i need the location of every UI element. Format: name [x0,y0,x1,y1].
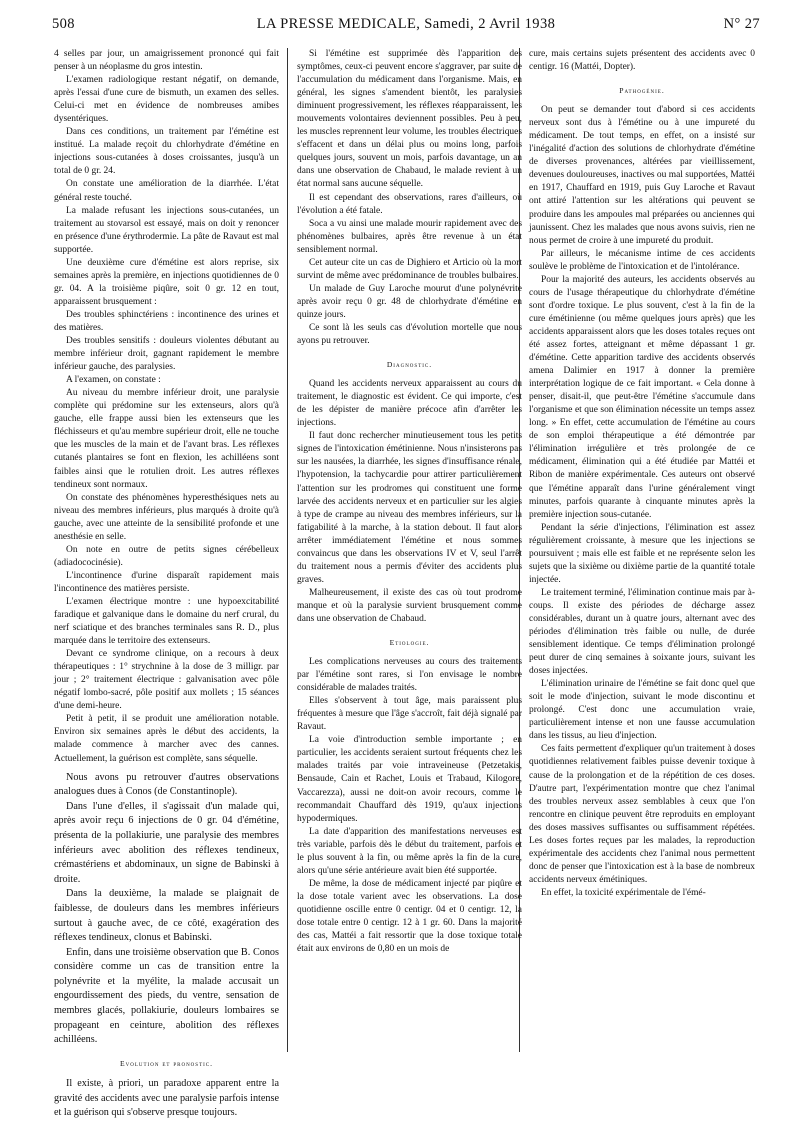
paragraph: Dans l'une d'elles, il s'agissait d'un malade qui, après avoir reçu 6 injections de 0 gr. 04 d'émétine, présenta de la pollakiurie, une paralysie des membres inférieurs avec abolition des réflexes tendineux, crémastériens et abdominaux, un signe de Babinski à droite. [54,800,279,885]
paragraph: Par ailleurs, le mécanisme intime de ces accidents soulève le problème de l'intoxication et de l'intolérance. [529,248,755,272]
paragraph: cure, mais certains sujets présentent des accidents avec 0 centigr. 16 (Mattéi, Dopter). [529,49,755,73]
paragraph: Des troubles sensitifs : douleurs violentes débutant au membre inférieur droit, gagnant rapidement le membre inférieur gauche, des paralysies. [54,336,279,373]
paragraph: Nous avons pu retrouver d'autres observations analogues dues à Conos (de Constantinople). [54,771,279,798]
paragraph: La date d'apparition des manifestations nerveuses est très variable, parfois dès le début du traitement, parfois et le plus souvent à la fin, ou même après la fin de la cure, alors qu'une série antérieure avait bien été supportée. [297,826,522,876]
issue-number: N° 27 [723,16,760,32]
section-heading-diagnostic: Diagnostic. [386,360,433,370]
paragraph: L'incontinence d'urine disparaît rapidement mais l'incontinence des matières persiste. [54,570,279,594]
paragraph: Quand les accidents nerveux apparaissent au cours du traitement, le diagnostic est évident. Ce qui importe, c'est de les dépister de manière précoce afin d'arrêter les injections. [297,379,522,429]
paragraph: Les complications nerveuses au cours des traitements par l'émétine sont rares, si l'on envisage le nombre considérable de malades traités. [297,657,522,694]
section-heading-evolution: Evolution et pronostic. [119,1058,214,1068]
paragraph: Devant ce syndrome clinique, on a recours à deux thérapeutiques : 1° strychnine à la dose de 3 milligr. par jour ; 2° traitement électrique : galvanisation avec pôle négatif lombo-sacré, pôle positif aux mollets ; 15 séances d'une demi-heure. [54,649,279,712]
section-heading-etiologie: Etiologie. [389,638,430,648]
text-column-left [54,48,279,1121]
paragraph: On constate une amélioration de la diarrhée. L'état général reste touché. [54,179,279,203]
paragraph: Il existe, à priori, un paradoxe apparent entre la gravité des accidents avec une paralysie parfois intense et la guérison qui s'observe presque toujours. [54,1077,279,1119]
paragraph: 4 selles par jour, un amaigrissement prononcé qui fait penser à un néoplasme du gros intestin. [54,49,279,73]
paragraph: Au niveau du membre inférieur droit, une paralysie complète qui prédomine sur les extenseurs, alors qu'à gauche, elle frappe aussi bien les extenseurs que les fléchisseurs et qu'au membre supérieur droit, elle ne touche que les muscles de la main et de l'avant bras. Les réflexes cutanés plantaires se font en flexion, les achilléens sont faibles ainsi que le rotulien droit. Les autres réflexes tendineux sont normaux. [54,388,279,490]
paragraph: Ces faits permettent d'expliquer qu'un traitement à doses quotidiennes relativement faibles puisse devenir toxique à cause de la prolongation et de la répétition de ces doses. D'autre part, l'expérimentation montre que chez l'animal des troubles nerveux assez semblables à ceux que l'on rencontre en clinique peuvent être reproduits en employant des doses massives suffisantes ou suffisamment répétées. Les doses fortes reçues par les malades, la reproduction expérimentale des accidents chez l'animal nous permettent donc de penser que l'intoxication est à la base de nombreux accidents nerveux émétiniques. [529,744,755,885]
paragraph: Une deuxième cure d'émétine est alors reprise, six semaines après la première, en injections quotidiennes de 0 gr. 04. A la troisième piqûre, soit 0 gr. 12 en tout, apparaissent brusquement : [54,257,279,307]
paragraph: L'examen électrique montre : une hypoexcitabilité faradique et galvanique dans le domaine du nerf crural, du nerf sciatique et des branches terminales sans R. D., plus marquée dans le territoire des extenseurs. [54,596,279,647]
paragraph: Elles s'observent à tout âge, mais paraissent plus fréquentes à mesure que l'âge s'accroît, fait déjà signalé par Ravaut. [297,696,522,733]
paragraph: Il est cependant des observations, rares d'ailleurs, où l'évolution a été fatale. [297,192,522,216]
paragraph: Dans ces conditions, un traitement par l'émétine est institué. La malade reçoit du chlorhydrate d'émétine en injections sous-cutanées à doses croissantes, jusqu'à un total de 0 gr. 24. [54,127,279,177]
paragraph: Si l'émétine est supprimée dès l'apparition des symptômes, ceux-ci peuvent encore s'aggraver, par suite de l'accumulation du médicament dans l'organisme. Mais, en général, les signes s'amendent bientôt, les paralysies diminuent progressivement, les réflexes réapparaissent, les mouvements volontaires deviennent possibles. Peu à peu, les muscles reprennent leur volume, les troubles électriques s'effacent et dans un délai plus ou moins long, parfois quelques jours, souvent un mois, parfois davantage, un an dans une observation de Chabaud, le malade revient à un état normal sans aucune séquelle. [297,49,522,190]
paragraph: Ce sont là les seuls cas d'évolution mortelle que nous ayons pu retrouver. [297,322,522,347]
paragraph: Cet auteur cite un cas de Dighiero et Articio où la mort survint de même avec prédominance de troubles bulbaires. [297,257,522,281]
paragraph: Enfin, dans une troisième observation que B. Conos considère comme un cas de transition entre la polynévrite et la myélite, la malade accusait un engourdissement des pieds, du ventre, sensation de membres glacés, pollakiurie, douleurs lombaires se propageant en ceinture, abolition des réflexes achilléens. [54,946,279,1046]
paragraph: Pour la majorité des auteurs, les accidents observés au cours de l'usage thérapeutique du chlorhydrate d'émétine sont d'ordre toxique. Le plus souvent, c'est à la fin de la cure émétinienne (ou même quelques jours après) que les accidents apparaissent alors que les doses totales reçues ont été assez fortes, atteignant et même dépassant 1 gr. d'émétine. Cette apparition tardive des accidents observés amena Dalimier en 1917 à donner la première interprétation logique de ce fait important. « Cela donne à penser, disait-il, que peut-être l'émétine s'accumule dans l'organisme et que son élimination nécessite un temps assez long. » En effet, cette accumulation de l'émétine au cours de son emploi thérapeutique a été démontrée par l'élimination irrégulière et très prolongée de ce médicament, élimination qui a été étudiée par Mattéi et Ribon de manière expérimentale. Ces auteurs ont observé que l'émétine apparaît dans l'urine généralement vingt minutes, parfois quarante à cinquante minutes après la première injection sous-cutanée. [529,274,755,520]
paragraph: On note en outre de petits signes cérébelleux (adiadococinésie). [54,544,279,568]
paragraph: Dans la deuxième, la malade se plaignait de faiblesse, de douleurs dans les membres inférieurs surtout à gauche avec, de ce côté, exagération des réflexes tendineux, clonus et Babinski. [54,888,279,944]
paragraph: L'élimination urinaire de l'émétine se fait donc quel que soit le mode d'injection, suivant le mode discontinu et prolongé. C'est donc une accumulation vraie, particulièrement intense et non une fausse accumulation dans les tissus, au lieu d'injection. [529,679,755,742]
paragraph: De même, la dose de médicament injecté par piqûre et la dose totale varient avec les observations. La dose quotidienne oscille entre 0 centigr. 04 et 0 centigr. 12, la dose totale entre 0 centigr. 12 à 1 gr. 60. Dans la majorité des cas, Mattéi a fait ressortir que la dose toxique totale était aux environs de 0,80 en un mois de [297,878,522,955]
paragraph: Un malade de Guy Laroche mourut d'une polynévrite après avoir reçu 0 gr. 48 de chlorhydrate d'émétine en quinze jours. [297,283,522,320]
journal-title: LA PRESSE MEDICALE, Samedi, 2 Avril 1938 [256,16,556,32]
paragraph: Petit à petit, il se produit une amélioration notable. Environ six semaines après le début des accidents, la malade commence à marcher avec des cannes. Actuellement, la guérison est complète, sans séquelle. [54,714,279,764]
paragraph: La malade refusant les injections sous-cutanées, un traitement au stovarsol est essayé, mais on doit y renoncer en présence d'une érythrodermie. La pâte de Ravaut est mal supportée. [54,205,279,255]
column-divider [287,48,288,1052]
text-column-middle [297,48,522,956]
paragraph: Malheureusement, il existe des cas où tout prodrome manque et où la paralysie survient brusquement comme dans une observation de Chabaud. [297,587,522,624]
text-column-right [529,48,755,900]
paragraph: L'examen radiologique restant négatif, on demande, après l'essai d'une cure de bismuth, un examen des selles. Celui-ci met en évidence de nombreuses amibes dysentériques. [54,75,279,125]
paragraph: On constate des phénomènes hyperesthésiques nets au niveau des membres inférieurs, plus marqués à droite qu'à gauche, avec une atteinte de la sensibilité profonde et une anesthésie en selle. [54,492,279,542]
paragraph: A l'examen, on constate : [66,375,161,386]
paragraph: Pendant la série d'injections, l'élimination est assez régulièrement croissante, à mesure que les injections se poursuivent ; mais elle est faible et ne représente selon les sujets que la sixième ou dixième partie de la quantité totale injectée. [529,522,755,585]
section-heading-pathogenie: Pathogénie. [619,86,665,96]
page-number: 508 [52,16,75,32]
paragraph: Soca a vu ainsi une malade mourir rapidement avec des phénomènes bulbaires, après être revenue à un état sensiblement normal. [297,218,522,255]
paragraph: Des troubles sphinctériens : incontinence des urines et des matières. [54,309,279,333]
paragraph: La voie d'introduction semble importante ; en particulier, les accidents seraient surtout fréquents chez les malades traités par voie intraveineuse (Petzetakis, Bensaude, Cain et Rachet, Louis et Trabaud, Kilogore, Vaccarezza), aussi ne doit-on avoir recours, comme le recommandait Chauffard dès 1919, qu'aux injections hypodermiques. [297,735,522,824]
paragraph: Il faut donc rechercher minutieusement tous les petits signes de l'intoxication émétinienne. Nous n'insisterons pas sur les nausées, la diarrhée, les signes d'insuffisance rénale, l'hypotension, la tachycardie pour attirer particulièrement l'attention sur les prodromes qui constituent une forme larvée des accidents nerveux et en particulier sur les algies à type de crampe au niveau des membres inférieurs, sur la fatigabilité à la marche, à la station debout. Il faut alors arrêter immédiatement l'émétine et nous sommes convaincus que dans les observations IV et V, seul l'arrêt du traitement nous a permis d'éviter des accidents plus graves. [297,431,522,585]
page-header [52,16,760,36]
paragraph: En effet, la toxicité expérimentale de l'émé- [541,887,706,898]
paragraph: Le traitement terminé, l'élimination continue mais par à-coups. Il existe des périodes de décharge assez considérables, durant un à quatre jours, alternant avec des périodes d'élimination très faible ou nulle, de durée sensiblement identique. Ce temps d'élimination prolongé peut durer de cinq semaines à soixante jours, suivant les doses injectées. [529,587,755,677]
paragraph: On peut se demander tout d'abord si ces accidents nerveux sont dus à l'émétine ou à une impureté du médicament. De tout temps, en effet, on a insisté sur l'inégalité d'action des solutions de chlorhydrate d'émétine de diverses provenances, altérées par vieillissement, devenues douloureuses, inactives ou mal supportées, Mattéi en 1917, Chauffard en 1919, puis Guy Laroche et Ravaut ont attiré l'attention sur les altérations qui peuvent se produire dans les ampoules mal préparées ou anciennes qui jaunissent. Chez les malades que nous avons suivis, rien ne nous permet de croire à une impureté du produit. [529,105,755,246]
